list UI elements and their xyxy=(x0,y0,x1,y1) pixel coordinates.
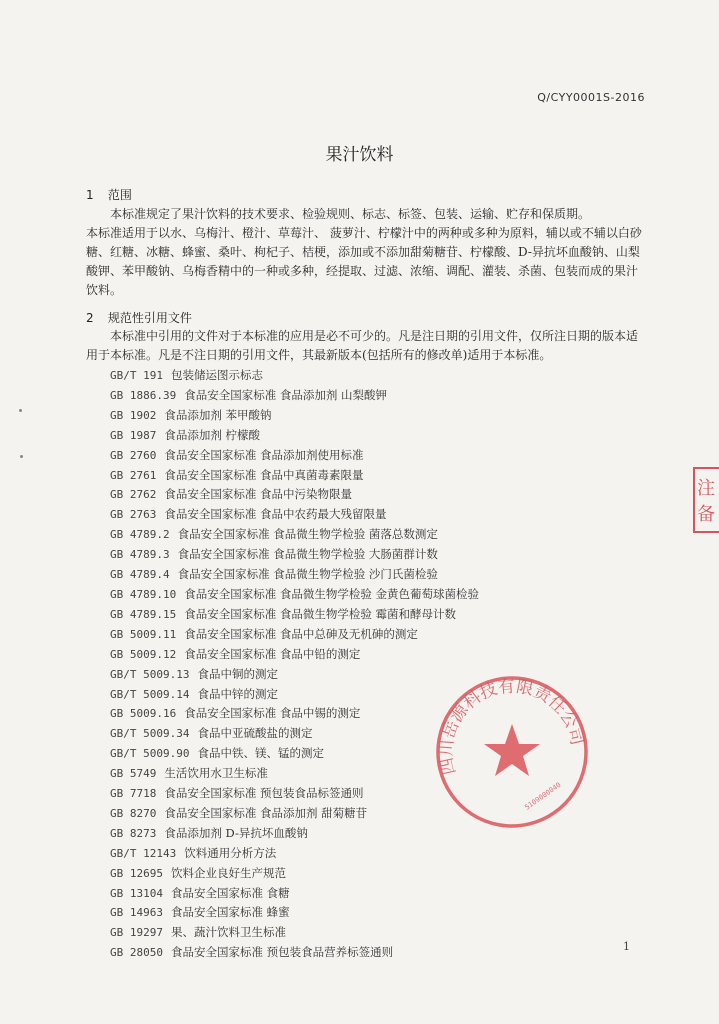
reference-item xyxy=(110,784,479,804)
reference-item xyxy=(110,426,479,446)
reference-title: 食品安全国家标准 食品中铅的测定 xyxy=(184,646,361,661)
reference-code: GB 8270 xyxy=(110,806,157,820)
reference-item xyxy=(110,366,479,386)
reference-title: 食品安全国家标准 食品中农药最大残留限量 xyxy=(164,507,387,522)
reference-item xyxy=(110,685,479,705)
reference-code: GB 5749 xyxy=(110,767,157,781)
seal-code: 5109000040 xyxy=(523,780,563,812)
reference-title: 食品安全国家标准 食品微生物学检验 沙门氏菌检验 xyxy=(177,567,438,582)
reference-item xyxy=(110,625,479,645)
reference-title: 食品安全国家标准 预包装食品标签通则 xyxy=(164,786,364,801)
section-1-heading xyxy=(86,186,132,203)
section-2-heading xyxy=(86,309,192,326)
reference-code: GB 14963 xyxy=(110,906,163,920)
reference-code: GB 4789.10 xyxy=(110,587,177,601)
reference-item xyxy=(110,386,479,406)
reference-title: 食品安全国家标准 蜂蜜 xyxy=(170,905,290,920)
section-title: 范围 xyxy=(107,188,132,202)
reference-code: GB 4789.15 xyxy=(110,607,177,621)
reference-code: GB 1902 xyxy=(110,408,157,422)
reference-item xyxy=(110,605,479,625)
reference-item xyxy=(110,525,479,545)
reference-title: 食品安全国家标准 食品微生物学检验 金黄色葡萄球菌检验 xyxy=(184,586,480,601)
reference-item xyxy=(110,505,479,525)
side-mark-char-2: 备 xyxy=(697,504,715,525)
reference-item xyxy=(110,804,479,824)
reference-item xyxy=(110,406,479,426)
page-number: 1 xyxy=(623,940,630,953)
reference-code: GB 2761 xyxy=(110,468,157,482)
reference-title: 生活饮用水卫生标准 xyxy=(164,766,268,781)
reference-list xyxy=(110,366,479,963)
reference-code: GB 2762 xyxy=(110,488,157,502)
section-number: 2 xyxy=(86,311,94,325)
reference-title: 食品中铜的测定 xyxy=(197,666,278,681)
reference-title: 食品添加剂 柠檬酸 xyxy=(164,427,261,442)
reference-title: 食品安全国家标准 食品中真菌毒素限量 xyxy=(164,467,364,482)
reference-code: GB 4789.4 xyxy=(110,568,170,582)
reference-code: GB/T 5009.14 xyxy=(110,687,190,701)
reference-item xyxy=(110,585,479,605)
reference-title: 食品安全国家标准 食品添加剂 山梨酸钾 xyxy=(184,387,388,402)
reference-code: GB/T 191 xyxy=(110,369,163,382)
reference-code: GB/T 5009.34 xyxy=(110,727,190,741)
reference-title: 食品安全国家标准 食品微生物学检验 霉菌和酵母计数 xyxy=(184,606,457,621)
reference-item xyxy=(110,485,479,505)
reference-title: 食品安全国家标准 食品添加剂 甜菊糖苷 xyxy=(164,805,368,820)
reference-code: GB 2763 xyxy=(110,508,157,522)
section-1-paragraph-1: 本标准规定了果汁饮料的技术要求、检验规则、标志、标签、包装、运输、贮存和保质期。 xyxy=(110,207,591,221)
section-title: 规范性引用文件 xyxy=(107,311,192,325)
reference-item xyxy=(110,724,479,744)
reference-code: GB 1886.39 xyxy=(110,388,177,402)
reference-item xyxy=(110,744,479,764)
reference-item xyxy=(110,446,479,466)
side-mark-char-1: 注 xyxy=(697,478,715,499)
reference-code: GB 13104 xyxy=(110,886,163,900)
reference-item xyxy=(110,565,479,585)
reference-title: 包装储运图示标志 xyxy=(170,368,263,382)
binding-mark xyxy=(20,455,23,458)
section-2-paragraph-1: 本标准中引用的文件对于本标准的应用是必不可少的。凡是注日期的引用文件，仅所注日期的版本适用于本标准。凡是不注日期的引用文件，其最新版本(包括所有的修改单)适用于本标准。 xyxy=(86,329,639,362)
document-title: 果汁饮料 xyxy=(325,145,394,165)
section-number: 1 xyxy=(86,188,94,202)
reference-code: GB 2760 xyxy=(110,448,157,462)
reference-title: 食品安全国家标准 食品微生物学检验 大肠菌群计数 xyxy=(177,547,438,562)
reference-title: 食品安全国家标准 食品中总砷及无机砷的测定 xyxy=(184,626,418,641)
reference-item xyxy=(110,764,479,784)
reference-item xyxy=(110,665,479,685)
reference-code: GB 7718 xyxy=(110,787,157,801)
star-icon xyxy=(484,724,540,776)
reference-code: GB 5009.11 xyxy=(110,627,177,641)
reference-title: 食品安全国家标准 食品微生物学检验 菌落总数测定 xyxy=(177,527,438,542)
reference-title: 食品添加剂 D-异抗坏血酸钠 xyxy=(164,825,308,840)
reference-code: GB/T 12143 xyxy=(110,846,177,860)
reference-code: GB 4789.2 xyxy=(110,528,170,542)
reference-title: 食品中亚硫酸盐的测定 xyxy=(197,726,313,741)
reference-title: 食品安全国家标准 食糖 xyxy=(170,885,290,900)
reference-item xyxy=(110,645,479,665)
reference-code: GB 8273 xyxy=(110,826,157,840)
company-seal-stamp xyxy=(432,672,592,832)
reference-title: 果、蔬汁饮料卫生标准 xyxy=(170,925,286,940)
binding-mark xyxy=(19,409,22,412)
reference-item xyxy=(110,545,479,565)
seal-text: 四川岳源科技有限责任公司 xyxy=(436,676,587,777)
section-1-paragraph-2: 本标准适用于以水、乌梅汁、橙汁、草莓汁、 菠萝汁、柠檬汁中的两种或多种为原料，辅以或不辅以白砂糖、红糖、冰糖、蜂蜜、桑叶、枸杞子、桔梗，添加或不添加甜菊糖苷、柠檬酸、D-异抗坏血酸钠、山梨酸钾、苯甲酸钠、乌梅香精中的一种或多种，经提取、过滤、浓缩、调配、灌装、杀菌、包装而成的果汁饮料。 xyxy=(86,226,642,297)
reference-title: 食品安全国家标准 食品添加剂使用标准 xyxy=(164,447,364,462)
side-stamp-mark xyxy=(692,466,719,534)
reference-item xyxy=(110,864,479,884)
reference-code: GB 19297 xyxy=(110,926,163,940)
reference-code: GB 1987 xyxy=(110,428,157,442)
reference-code: GB 28050 xyxy=(110,946,163,960)
reference-title: 饮料企业良好生产规范 xyxy=(170,865,286,880)
reference-title: 食品中锌的测定 xyxy=(197,686,278,701)
reference-code: GB 5009.16 xyxy=(110,707,177,721)
reference-item xyxy=(110,844,479,864)
reference-code: GB 5009.12 xyxy=(110,647,177,661)
reference-title: 食品添加剂 苯甲酸钠 xyxy=(164,407,272,422)
reference-item xyxy=(110,704,479,724)
reference-code: GB 12695 xyxy=(110,866,163,880)
reference-title: 食品安全国家标准 预包装食品营养标签通则 xyxy=(170,945,394,960)
reference-code: GB 4789.3 xyxy=(110,548,170,562)
reference-title: 饮料通用分析方法 xyxy=(184,845,277,860)
standard-number: Q/CYY0001S-2016 xyxy=(537,91,645,104)
reference-code: GB/T 5009.13 xyxy=(110,667,190,681)
reference-item xyxy=(110,943,479,963)
reference-item xyxy=(110,923,479,943)
reference-title: 食品安全国家标准 食品中锡的测定 xyxy=(184,706,361,721)
reference-title: 食品安全国家标准 食品中污染物限量 xyxy=(164,487,353,502)
reference-item xyxy=(110,824,479,844)
reference-title: 食品中铁、镁、锰的测定 xyxy=(197,746,324,761)
reference-item xyxy=(110,903,479,923)
reference-item xyxy=(110,466,479,486)
reference-code: GB/T 5009.90 xyxy=(110,747,190,761)
reference-item xyxy=(110,884,479,904)
